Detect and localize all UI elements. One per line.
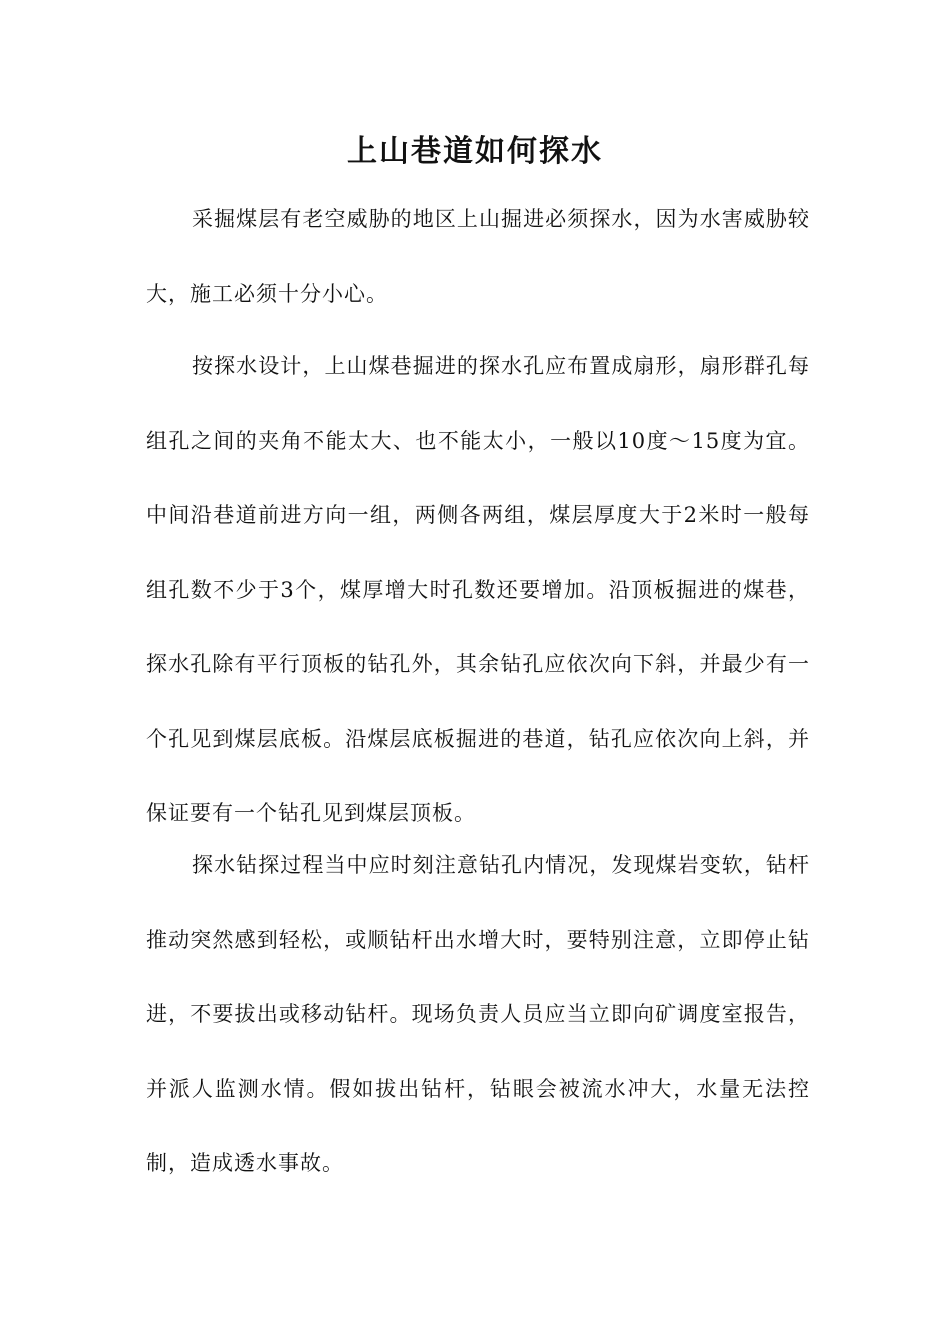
paragraph-intro: 采掘煤层有老空威胁的地区上山掘进必须探水，因为水害威胁较大，施工必须十分小心。 [146,207,810,306]
paragraph-drilling-precautions: 探水钻探过程当中应时刻注意钻孔内情况，发现煤岩变软，钻杆推动突然感到轻松，或顺钻杆出水增大时，要特别注意，立即停止钻进，不要拔出或移动钻杆。现场负责人员应当立即向矿调度室报告，并派人监测水情。假如拔出钻杆，钻眼会被流水冲大，水量无法控制，造成透水事故。 [146,853,810,1175]
document-title: 上山巷道如何探水 [347,134,603,169]
paragraph-drilling-design: 按探水设计，上山煤巷掘进的探水孔应布置成扇形，扇形群孔每组孔之间的夹角不能太大、也不能太小，一般以10度～15度为宜。中间沿巷道前进方向一组，两侧各两组，煤层厚度大于2米时一般每组孔数不少于3个，煤厚增大时孔数还要增加。沿顶板掘进的煤巷，探水孔除有平行顶板的钻孔外，其余钻孔应依次向下斜，并最少有一个孔见到煤层底板。沿煤层底板掘进的巷道，钻孔应依次向上斜，并保证要有一个钻孔见到煤层顶板。 [146,354,810,825]
